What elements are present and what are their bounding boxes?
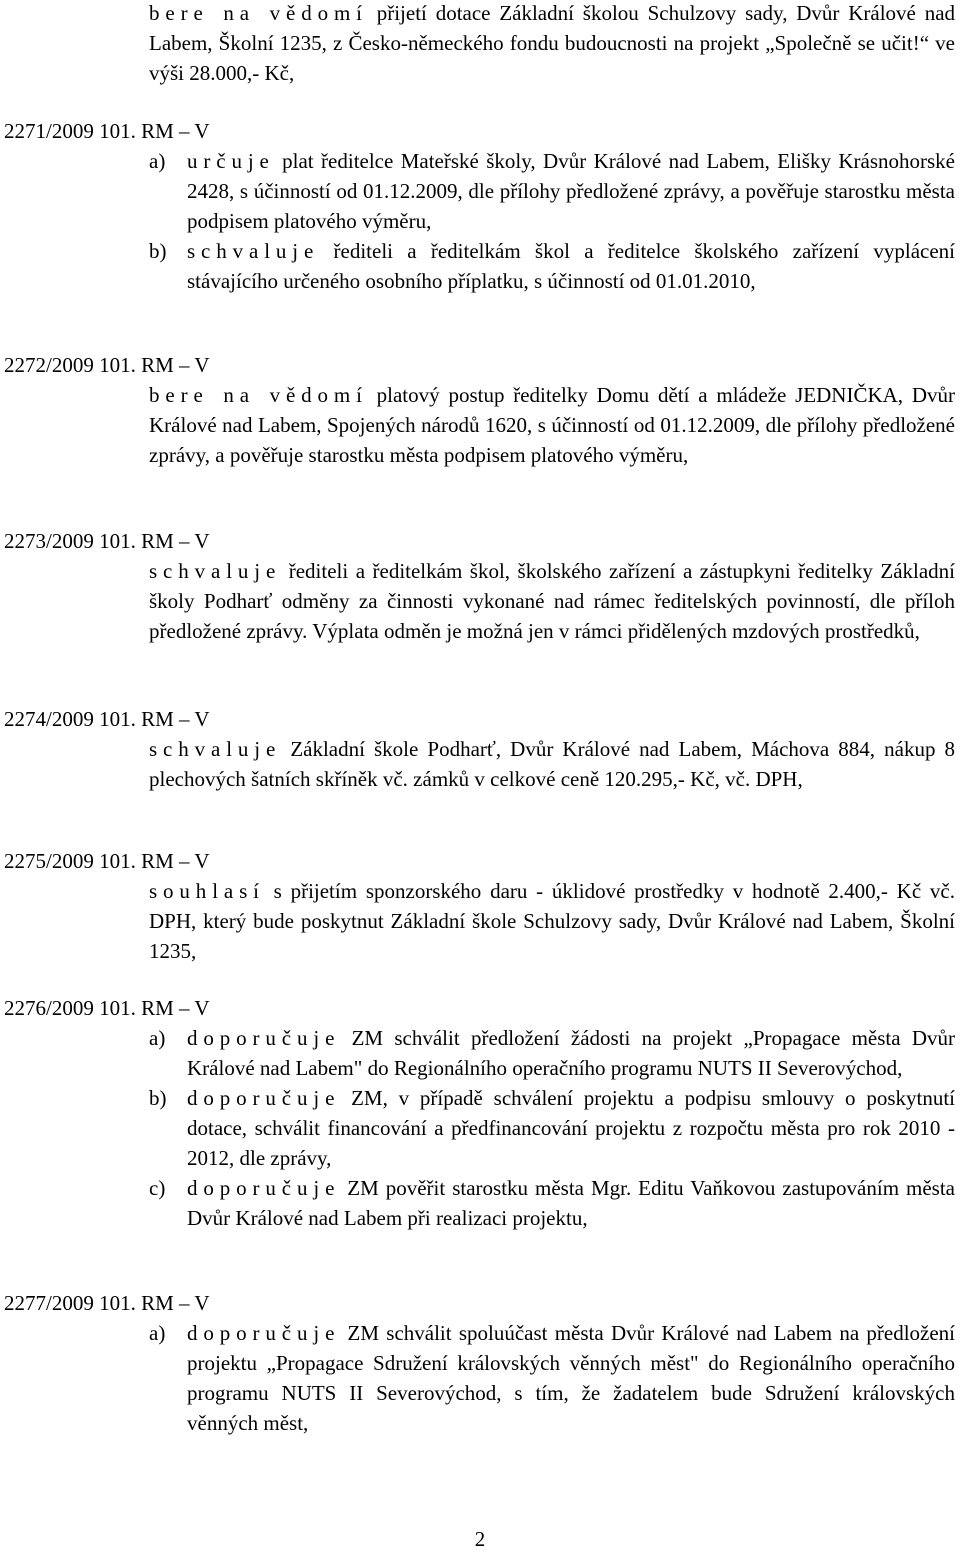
resolution-body [149,380,955,470]
resolution-body [149,876,955,966]
resolution-keyword: doporučuje [187,1321,341,1345]
resolution-keyword: bere na vědomí [149,1,368,25]
resolution-id: 2275/2009 101. RM – V [4,849,210,873]
item-label: b) [149,239,167,263]
resolution-text: ZM schválit spoluúčast města Dvůr Králové nad Labem na předložení projektu „Propagace Sdružení královských věnných měst" do Regionálního operačního programu NUTS II Severovýchod, s tím, že žadatelem bude Sdružení královských věnných měst, [187,1321,956,1435]
item-label: b) [149,1086,167,1110]
resolution-id: 2276/2009 101. RM – V [4,996,210,1020]
resolution-body [149,1318,955,1438]
resolution-keyword: schvaluje [149,737,282,761]
resolution-keyword: doporučuje [187,1086,341,1110]
resolution-text: ZM, v případě schválení projektu a podpisu smlouvy o poskytnutí dotace, schválit financování a předfinancování projektu z rozpočtu města pro rok 2010 - 2012, dle zprávy, [187,1086,956,1170]
intro-paragraph [149,0,955,88]
resolution-item [149,1318,955,1438]
resolution-item [149,1023,955,1083]
resolution-text: ZM pověřit starostku města Mgr. Editu Vaňkovou zastupováním města Dvůr Králové nad Labem při realizaci projektu, [187,1176,956,1230]
resolution-text: řediteli a ředitelkám škol, školského zařízení a zástupkyni ředitelky Základní školy Podharť odměny za činnosti vykonané nad rámec ředitelských povinností, dle příloh předložené zprávy. Výplata odměn je možná jen v rámci přidělených mzdových prostředků, [149,559,956,643]
resolution-keyword: schvaluje [149,559,282,583]
resolution-text: ZM schválit předložení žádosti na projekt „Propagace města Dvůr Králové nad Labem" do Regionálního operačního programu NUTS II Severovýchod, [187,1026,956,1080]
resolution-item [149,236,955,296]
resolution-keyword: bere na vědomí [149,383,368,407]
resolution-body [149,146,955,296]
resolution-keyword: určuje [187,149,275,173]
resolution-id: 2273/2009 101. RM – V [4,529,210,553]
resolution-text: platový postup ředitelky Domu dětí a mládeže JEDNIČKA, Dvůr Králové nad Labem, Spojených národů 1620, s účinností od 01.12.2009, dle přílohy předložené zprávy, a pověřuje starostku města podpisem platového výměru, [149,383,955,467]
item-label: a) [149,149,166,173]
page-number: 2 [474,1527,486,1551]
resolution-keyword: doporučuje [187,1026,341,1050]
resolution-text: s přijetím sponzorského daru - úklidové prostředky v hodnotě 2.400,- Kč vč. DPH, který bude poskytnut Základní škole Schulzovy sady, Dvůr Králové nad Labem, Školní 1235, [149,879,955,963]
resolution-body [149,1023,955,1233]
resolution-item [149,1173,955,1233]
resolution-keyword: schvaluje [187,239,320,263]
resolution-body [149,734,955,794]
resolution-text: přijetí dotace Základní školou Schulzovy sady, Dvůr Králové nad Labem, Školní 1235, z Česko-německého fondu budoucnosti na projekt „Společně se učit!“ ve výši 28.000,- Kč, [149,1,956,85]
item-label: a) [149,1026,166,1050]
resolution-item [149,146,955,236]
resolution-text: Základní škole Podharť, Dvůr Králové nad Labem, Máchova 884, nákup 8 plechových šatních skříněk vč. zámků v celkové ceně 120.295,- Kč, vč. DPH, [149,737,956,791]
resolution-text: řediteli a ředitelkám škol a ředitelce školského zařízení vyplácení stávajícího určeného osobního příplatku, s účinností od 01.01.2010, [187,239,955,293]
item-label: c) [149,1176,166,1200]
resolution-keyword: souhlasí [149,879,265,903]
resolution-id: 2274/2009 101. RM – V [4,707,210,731]
resolution-id: 2277/2009 101. RM – V [4,1291,210,1315]
resolution-item [149,1083,955,1173]
resolution-keyword: doporučuje [187,1176,341,1200]
resolution-body [149,556,955,646]
item-label: a) [149,1321,166,1345]
resolution-id: 2271/2009 101. RM – V [4,119,210,143]
resolution-text: plat ředitelce Mateřské školy, Dvůr Králové nad Labem, Elišky Krásnohorské 2428, s účinností od 01.12.2009, dle přílohy předložené zprávy, a pověřuje starostku města podpisem platového výměru, [187,149,956,233]
resolution-id: 2272/2009 101. RM – V [4,353,210,377]
